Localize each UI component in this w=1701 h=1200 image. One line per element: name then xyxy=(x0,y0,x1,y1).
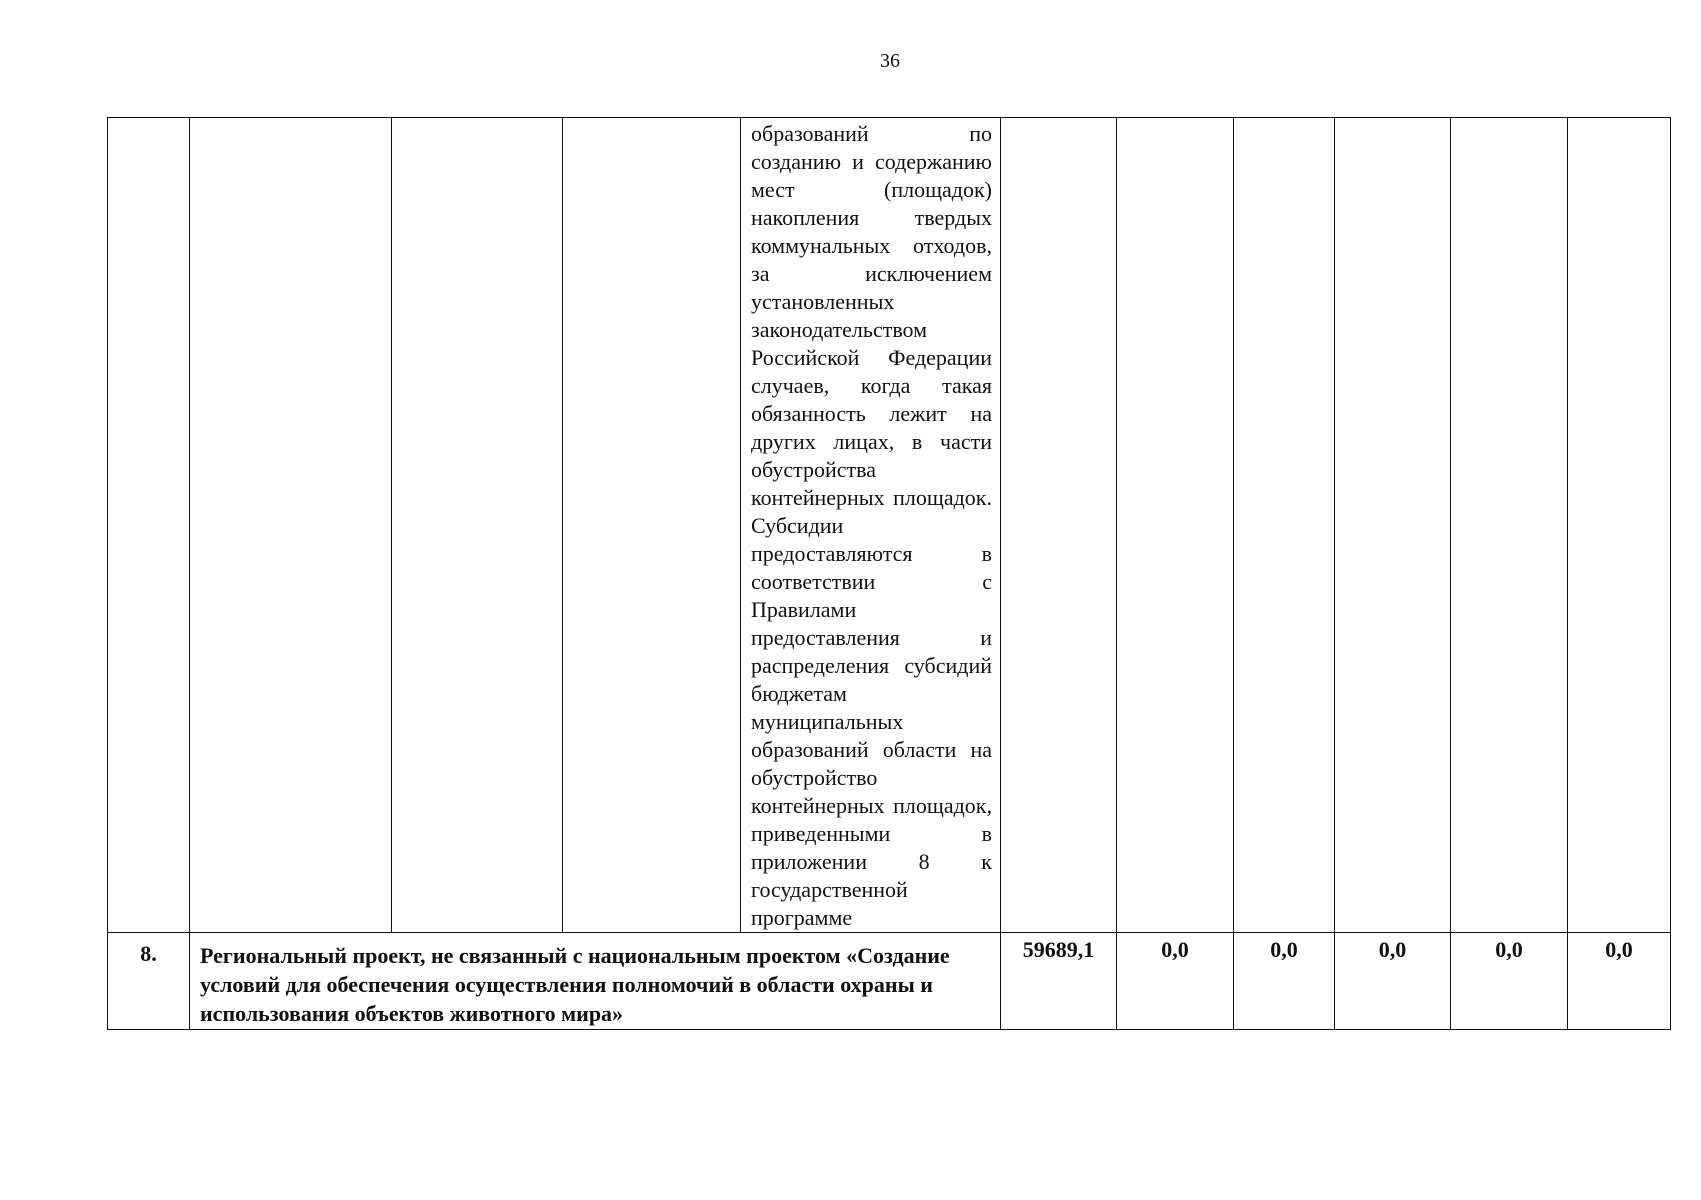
value-cell: 0,0 xyxy=(1117,933,1234,1030)
value-cell: 0,0 xyxy=(1568,933,1671,1030)
value-cell: 0,0 xyxy=(1451,933,1568,1030)
table-cell xyxy=(108,118,190,933)
table-cell xyxy=(1335,118,1451,933)
value-cell: 0,0 xyxy=(1234,933,1335,1030)
table-cell xyxy=(563,118,741,933)
project-title: Региональный проект, не связанный с национальным проектом «Создание условий для обеспечения осуществления полномочий в области охраны и использования объектов животного мира» xyxy=(190,933,1001,1030)
table-cell xyxy=(1568,118,1671,933)
table-row xyxy=(108,933,1671,1030)
table-cell xyxy=(190,118,392,933)
page-number: 36 xyxy=(880,50,900,72)
measure-description: образований по созданию и содержанию мест (площадок) накопления твердых коммунальных отходов, за исключением установленных законодательством Российской Федерации случаев, когда такая обязанность лежит на других лицах, в части обустройства контейнерных площадок. Субсидии предоставляются в соответствии с Правилами предоставления и распределения субсидий бюджетам муниципальных образований области на обустройство контейнерных площадок, приведенными в приложении 8 к государственной программе xyxy=(741,118,1001,933)
table-cell xyxy=(1234,118,1335,933)
row-number: 8. xyxy=(108,933,190,1030)
table-cell xyxy=(1001,118,1117,933)
value-cell: 59689,1 xyxy=(1001,933,1117,1030)
table-cell xyxy=(1117,118,1234,933)
table-row xyxy=(108,118,1671,933)
value-cell: 0,0 xyxy=(1335,933,1451,1030)
table-cell xyxy=(392,118,563,933)
program-table xyxy=(107,117,1671,1030)
table-cell xyxy=(1451,118,1568,933)
